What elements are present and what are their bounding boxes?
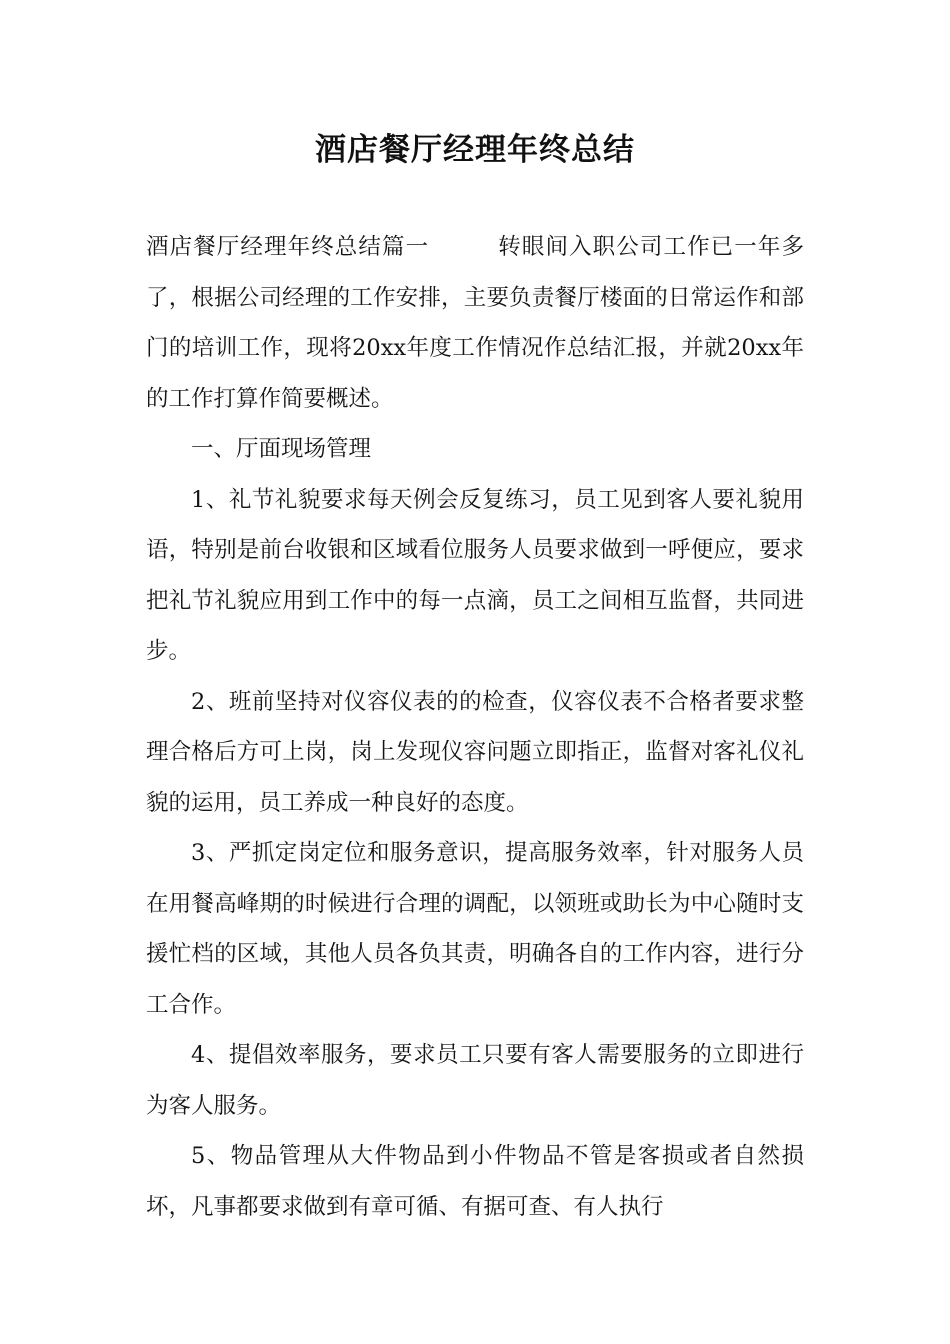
list-item: 1、礼节礼貌要求每天例会反复练习，员工见到客人要礼貌用语，特别是前台收银和区域看位服务人员要求做到一呼便应，要求把礼节礼貌应用到工作中的每一点滴，员工之间相互监督，共同进步。 xyxy=(146,486,804,664)
intro-lead: 酒店餐厅经理年终总结篇一 xyxy=(146,234,430,260)
list-item: 4、提倡效率服务，要求员工只要有客人需要服务的立即进行为客人服务。 xyxy=(146,1042,804,1119)
list-item: 2、班前坚持对仪容仪表的的检查，仪容仪表不合格者要求整理合格后方可上岗，岗上发现仪容问题立即指正，监督对客礼仪礼貌的运用，员工养成一种良好的态度。 xyxy=(146,688,804,816)
list-item: 3、严抓定岗定位和服务意识，提高服务效率，针对服务人员在用餐高峰期的时候进行合理的调配，以领班或助长为中心随时支援忙档的区域，其他人员各负其责，明确各自的工作内容，进行分工合作。 xyxy=(146,840,804,1018)
intro-text: 转眼间入职公司工作已一年多了，根据公司经理的工作安排，主要负责餐厅楼面的日常运作和部门的培训工作，现将20xx年度工作情况作总结汇报，并就20xx年的工作打算作简要概述。 xyxy=(146,234,804,412)
document-title: 酒店餐厅经理年终总结 xyxy=(315,132,635,168)
intro-paragraph xyxy=(146,222,804,424)
document-body xyxy=(146,222,804,1232)
section-heading: 一、厅面现场管理 xyxy=(191,436,372,462)
list-item: 5、物品管理从大件物品到小件物品不管是客损或者自然损坏，凡事都要求做到有章可循、有据可查、有人执行 xyxy=(146,1143,804,1220)
